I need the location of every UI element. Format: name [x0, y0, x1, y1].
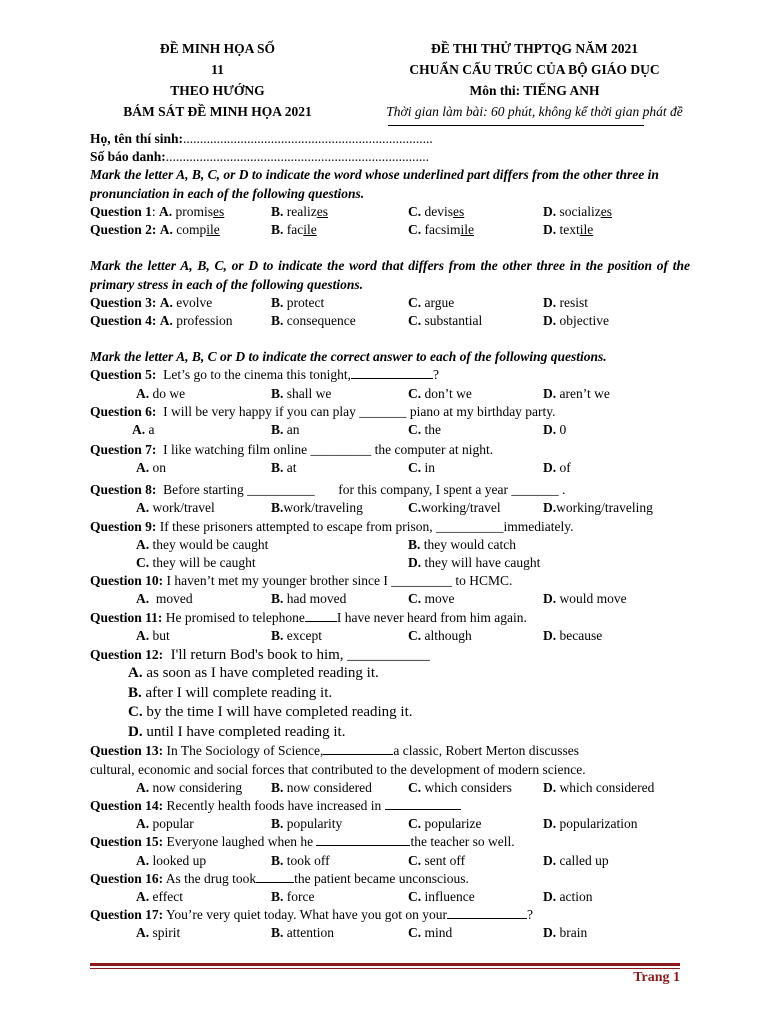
option-letter: A.: [159, 294, 173, 310]
option-text: fac: [286, 221, 304, 237]
question-16-stem: [90, 870, 690, 888]
option-text: an: [286, 422, 300, 438]
underlined-part: es: [600, 203, 612, 219]
question-5-options: [90, 385, 690, 403]
option-text: don’t we: [424, 385, 472, 401]
option-text: work/travel: [152, 500, 215, 516]
option-letter: C.: [408, 312, 422, 328]
option-text: brain: [559, 925, 588, 941]
question-17-options: [90, 924, 690, 942]
option-letter: B.: [271, 312, 284, 328]
option-text: working/traveling: [556, 500, 653, 516]
option-letter: A.: [136, 925, 150, 941]
instruction-stress: Mark the letter A, B, C, or D to indicate the word that differs from the other three in the position of the primary stress in each of the following questions.: [90, 258, 690, 292]
question-14-stem: [90, 797, 690, 815]
option-text: which considered: [559, 779, 655, 795]
question-8-options: [90, 499, 690, 517]
question-10-options: [90, 590, 690, 608]
name-label: Họ, tên thí sinh:: [90, 131, 184, 146]
option-letter: D.: [408, 554, 422, 570]
name-dots: ..........................................................................: [183, 131, 433, 146]
header-right-line: Môn thi: TIẾNG ANH: [469, 83, 600, 98]
option-letter: D.: [543, 460, 557, 476]
option-letter: B.: [271, 500, 284, 516]
question-13-stem: [90, 742, 690, 760]
question-13-continuation: cultural, economic and social forces that contributed to the development of modern science.: [90, 761, 586, 777]
option-text: evolve: [176, 294, 213, 310]
option-letter: B.: [271, 779, 284, 795]
option-letter: C.: [408, 221, 422, 237]
option-text: attention: [286, 925, 335, 941]
option-text: although: [424, 627, 472, 643]
option-text: action: [559, 888, 593, 904]
option-text: popularization: [559, 816, 638, 832]
option-letter: B.: [271, 627, 284, 643]
option-letter: A.: [136, 627, 150, 643]
question-12-option-b: [90, 684, 690, 704]
option-letter: D.: [128, 723, 143, 740]
question-12-stem: [90, 645, 690, 665]
option-text: objective: [559, 312, 609, 328]
id-field: [90, 148, 690, 166]
option-text: popularity: [286, 816, 343, 832]
question-label: Question 2:: [90, 221, 157, 237]
option-text: which considers: [424, 779, 512, 795]
option-letter: D.: [543, 779, 557, 795]
option-letter: A.: [136, 816, 150, 832]
question-7-stem: [90, 441, 690, 459]
option-letter: B.: [271, 294, 284, 310]
footer-divider: [90, 963, 680, 966]
question-text: ?: [526, 907, 533, 923]
header-right: [352, 38, 717, 122]
option-text: at: [286, 460, 297, 476]
question-12-option-c: [90, 703, 690, 723]
option-letter: A.: [136, 779, 150, 795]
option-letter: A.: [136, 460, 150, 476]
option-text: shall we: [286, 385, 332, 401]
question-6-options: [90, 421, 690, 441]
option-letter: C.: [408, 294, 422, 310]
option-letter: C.: [408, 500, 422, 516]
question-15-stem: [90, 833, 690, 851]
question-text: I haven’t met my younger brother since I _________ to HCMC.: [166, 573, 513, 589]
option-text: the: [424, 422, 441, 438]
question-label: Question 1: [90, 203, 152, 219]
option-text: force: [286, 888, 315, 904]
option-letter: D.: [543, 852, 557, 868]
exam-body: [90, 130, 690, 942]
option-text: but: [152, 627, 170, 643]
question-3: [90, 294, 690, 312]
option-text: working/travel: [421, 500, 501, 516]
option-letter: A.: [136, 888, 150, 904]
question-text: for this company, I spent a year _______ .: [338, 482, 566, 498]
underlined-part: ile: [460, 221, 474, 237]
question-11-stem: [90, 609, 690, 627]
option-text: looked up: [152, 852, 207, 868]
option-text: of: [559, 460, 571, 476]
option-letter: B.: [271, 385, 284, 401]
option-text: argue: [424, 294, 455, 310]
question-text: You’re very quiet today. What have you got on your: [166, 907, 447, 923]
option-text: as soon as I have completed reading it.: [146, 665, 379, 682]
answer-blank: [256, 870, 294, 883]
option-text: in: [424, 460, 436, 476]
question-label: Question 11:: [90, 609, 163, 625]
question-2: [90, 221, 690, 239]
option-text: because: [559, 627, 603, 643]
underlined-part: ile: [206, 221, 220, 237]
option-letter: D.: [543, 888, 557, 904]
underlined-part: es: [453, 203, 465, 219]
option-letter: D.: [543, 422, 557, 438]
option-letter: C.: [408, 385, 422, 401]
underlined-part: es: [213, 203, 225, 219]
option-text: effect: [152, 888, 183, 904]
question-6-stem: [90, 403, 690, 421]
header-right-line: ĐỀ THI THỬ THPTQG NĂM 2021: [431, 41, 638, 56]
option-letter: A.: [136, 852, 150, 868]
option-text: on: [152, 460, 166, 476]
option-letter: B.: [271, 422, 284, 438]
option-text: do we: [152, 385, 186, 401]
question-12-option-d: [90, 723, 690, 743]
header-left-line: ĐỀ MINH HỌA SỐ: [159, 41, 276, 56]
question-9-options-cd: [90, 554, 690, 572]
option-text: protect: [286, 294, 325, 310]
option-text: promis: [175, 203, 214, 219]
option-letter: C.: [408, 591, 422, 607]
question-label: Question 6:: [90, 403, 157, 419]
question-text: Everyone laughed when he: [166, 834, 314, 850]
option-text: a: [148, 422, 155, 438]
question-9-options-ab: [90, 536, 690, 554]
header-divider: [388, 125, 644, 126]
option-letter: D.: [543, 925, 557, 941]
question-text: Recently health foods have increased in: [166, 797, 382, 813]
header-time-line: Thời gian làm bài: 60 phút, không kể thời gian phát đề: [386, 104, 683, 119]
option-text: work/traveling: [283, 500, 363, 516]
option-letter: A.: [136, 591, 150, 607]
option-letter: B.: [271, 221, 284, 237]
question-text: I have never heard from him again.: [336, 609, 527, 625]
option-letter: B.: [271, 203, 284, 219]
id-label: Số báo danh:: [90, 149, 166, 165]
option-letter: C.: [408, 203, 422, 219]
question-4: [90, 312, 690, 330]
page-number: Trang 1: [633, 970, 680, 985]
option-text: they would catch: [423, 536, 516, 552]
option-text: moved: [155, 591, 193, 607]
answer-blank: [323, 742, 393, 755]
question-text: a classic, Robert Merton discusses: [393, 743, 579, 759]
option-text: realiz: [286, 203, 317, 219]
option-text: 0: [559, 422, 567, 438]
answer-blank: [351, 366, 433, 379]
option-text: devis: [424, 203, 453, 219]
option-text: except: [286, 627, 322, 643]
question-16-options: [90, 888, 690, 906]
option-letter: B.: [271, 460, 284, 476]
header-left-line: BÁM SÁT ĐỀ MINH HỌA 2021: [123, 104, 312, 119]
option-letter: D.: [543, 627, 557, 643]
question-label: Question 9:: [90, 518, 157, 534]
footer-divider-thin: [90, 968, 680, 969]
underlined-part: ile: [579, 221, 594, 237]
option-text: substantial: [424, 312, 483, 328]
option-text: influence: [424, 888, 475, 904]
answer-blank: [385, 797, 461, 810]
question-text: I'll return Bod's book to him, ___________: [170, 646, 430, 663]
question-label: Question 3:: [90, 294, 157, 310]
option-letter: D.: [543, 500, 557, 516]
option-text: they will be caught: [152, 554, 256, 570]
question-label: Question 10:: [90, 573, 164, 589]
option-text: text: [559, 221, 580, 237]
question-15-options: [90, 852, 690, 870]
question-label: Question 4:: [90, 312, 157, 328]
option-letter: A.: [128, 665, 143, 682]
option-letter: D.: [543, 591, 557, 607]
question-5-stem: [90, 366, 690, 384]
name-field: [90, 130, 690, 148]
answer-blank: [316, 833, 410, 846]
option-letter: C.: [128, 704, 143, 721]
option-text: resist: [559, 294, 588, 310]
option-text: called up: [559, 852, 609, 868]
option-letter: B.: [271, 925, 284, 941]
option-text: they would be caught: [152, 536, 269, 552]
question-text: ?: [433, 367, 439, 383]
question-label: Question 12:: [90, 646, 164, 662]
option-text: took off: [286, 852, 330, 868]
option-text: by the time I will have completed reading it.: [146, 704, 413, 721]
question-14-options: [90, 815, 690, 833]
option-letter: D.: [543, 385, 557, 401]
question-9-stem: [90, 518, 690, 536]
option-letter: A.: [136, 500, 150, 516]
option-text: popularize: [424, 816, 482, 832]
option-text: they will have caught: [424, 554, 541, 570]
option-letter: D.: [543, 203, 557, 219]
option-letter: A.: [136, 385, 150, 401]
question-text: I like watching film online _________ the computer at night.: [163, 442, 494, 458]
instruction-pronunciation: Mark the letter A, B, C, or D to indicate the word whose underlined part differs from the other three in pronunciation in each of the following questions.: [90, 167, 659, 201]
question-label: Question 15:: [90, 834, 164, 850]
option-letter: A.: [159, 203, 173, 219]
option-text: spirit: [152, 925, 181, 941]
question-text: He promised to telephone: [165, 609, 305, 625]
question-label: Question 8:: [90, 482, 157, 498]
option-letter: B.: [128, 684, 142, 701]
option-letter: D.: [543, 294, 557, 310]
option-letter: C.: [408, 925, 422, 941]
option-letter: D.: [543, 816, 557, 832]
option-text: move: [424, 591, 455, 607]
option-letter: B.: [271, 852, 284, 868]
option-text: had moved: [286, 591, 347, 607]
answer-blank: [305, 609, 337, 622]
option-letter: C.: [408, 888, 422, 904]
option-letter: D.: [543, 312, 557, 328]
option-letter: D.: [543, 221, 557, 237]
underlined-part: es: [316, 203, 328, 219]
option-letter: C.: [408, 460, 422, 476]
header-left: [90, 38, 345, 122]
question-label: Question 16:: [90, 870, 164, 886]
question-12-option-a: [90, 664, 690, 684]
option-letter: A.: [136, 536, 150, 552]
question-10-stem: [90, 572, 690, 590]
option-letter: B.: [271, 888, 284, 904]
option-text: profession: [176, 312, 233, 328]
option-text: after I will complete reading it.: [145, 684, 333, 701]
option-text: sent off: [424, 852, 466, 868]
option-letter: B.: [271, 591, 284, 607]
question-text: the teacher so well.: [410, 834, 515, 850]
answer-blank: [447, 906, 527, 919]
question-label: Question 17:: [90, 907, 164, 923]
option-text: comp: [176, 221, 207, 237]
option-letter: A.: [159, 312, 173, 328]
underlined-part: ile: [303, 221, 317, 237]
option-letter: A.: [132, 422, 146, 438]
option-letter: A.: [159, 221, 173, 237]
instruction-correct-answer: Mark the letter A, B, C or D to indicate the correct answer to each of the following questions.: [90, 349, 607, 365]
option-text: until I have completed reading it.: [146, 723, 346, 740]
option-text: facsim: [424, 221, 461, 237]
option-text: mind: [424, 925, 453, 941]
question-7-options: [90, 459, 690, 481]
question-label: Question 7:: [90, 442, 157, 458]
option-text: now considered: [286, 779, 372, 795]
header-left-line: 11: [211, 62, 224, 77]
question-11-options: [90, 627, 690, 645]
option-letter: C.: [408, 852, 422, 868]
question-text: Before starting __________: [163, 482, 315, 498]
header-right-line: CHUẨN CẤU TRÚC CỦA BỘ GIÁO DỤC: [409, 62, 660, 77]
option-letter: B.: [271, 816, 284, 832]
question-text: Let’s go to the cinema this tonight,: [163, 367, 351, 383]
question-text: I will be very happy if you can play _______ piano at my birthday party.: [163, 403, 556, 419]
question-text: As the drug took: [165, 870, 257, 886]
option-letter: B.: [408, 536, 421, 552]
question-13-options: [90, 779, 690, 797]
option-text: would move: [559, 591, 627, 607]
question-label: Question 13:: [90, 743, 164, 759]
option-text: socializ: [559, 203, 601, 219]
option-text: popular: [152, 816, 194, 832]
question-label: Question 14:: [90, 797, 164, 813]
option-letter: C.: [408, 627, 422, 643]
id-dots: ..............................................................................: [165, 149, 430, 165]
question-17-stem: [90, 906, 690, 924]
question-1: Question 1: A. promises B. realizes C. devises D. socializes: [90, 203, 612, 219]
question-text: In The Sociology of Science,: [166, 743, 324, 759]
option-text: now considering: [152, 779, 243, 795]
question-label: Question 5:: [90, 367, 157, 383]
option-text: aren’t we: [559, 385, 610, 401]
question-8-stem: [90, 481, 690, 499]
header-left-line: THEO HƯỚNG: [170, 83, 265, 98]
option-letter: C.: [408, 816, 422, 832]
option-letter: C.: [408, 422, 422, 438]
question-text: the patient became unconscious.: [294, 870, 469, 886]
option-letter: C.: [408, 779, 422, 795]
question-text: If these prisoners attempted to escape from prison, __________immediately.: [159, 518, 574, 534]
option-letter: C.: [136, 554, 150, 570]
option-text: consequence: [286, 312, 356, 328]
